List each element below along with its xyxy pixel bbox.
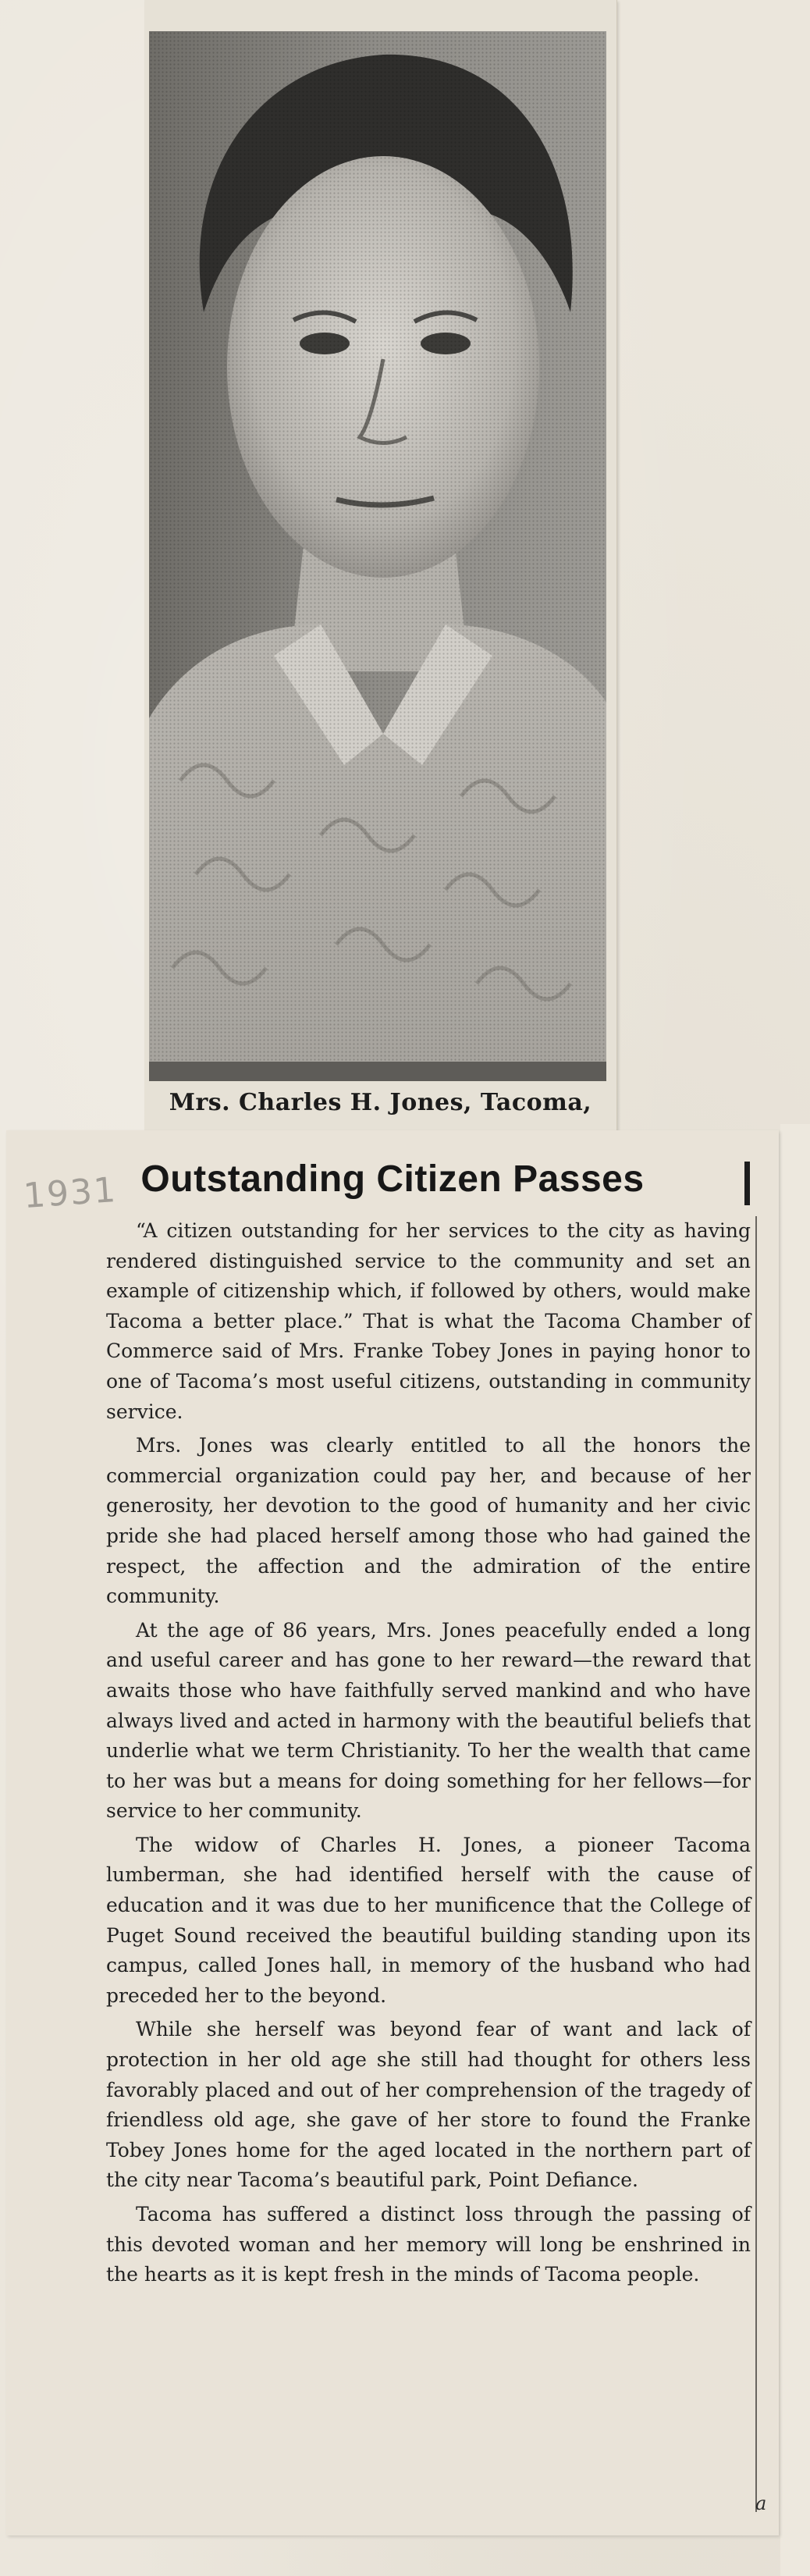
article-body — [106, 1216, 751, 2294]
article-paragraph: Tacoma has suffered a distinct loss through the passing of this devoted woman and her memory will long be enshrined in the hearts as it is kept fresh in the minds of Tacoma people. — [106, 2203, 751, 2286]
portrait-image — [149, 31, 606, 1081]
article-paragraph: “A citizen outstanding for her services to the city as having rendered distinguished service to the community and set an example of citizenship which, if followed by others, would make Tacoma a better place.” That is what the Tacoma Chamber of Commerce said of Mrs. Franke Tobey Jones in paying honor to one of Tacoma’s most useful citizens, outstanding in community service. — [106, 1219, 751, 1423]
corner-mark: a — [755, 2492, 767, 2514]
article-paragraph: While she herself was beyond fear of want and lack of protection in her old age she still had thought for others less favorably placed and out of her comprehension of the tragedy of friendless old age, she gave of her store to found the Franke Tobey Jones home for the aged located in the northern part of the city near Tacoma’s beautiful park, Point Defiance. — [106, 2018, 751, 2192]
torn-paper-edge — [780, 1124, 810, 2576]
article-paragraph: Mrs. Jones was clearly entitled to all the honors the commercial organization could pay her, and because of her generosity, her devotion to the good of humanity and her civic pride she had placed herself among those who had gained the respect, the affection and the admiration of the entire community. — [106, 1434, 751, 1608]
article-paragraph: The widow of Charles H. Jones, a pioneer Tacoma lumberman, she had identified herself with the cause of education and it was due to her munificence that the College of Puget Sound received the beautiful building standing upon its campus, called Jones hall, in memory of the husband who had preceded her to the beyond. — [106, 1833, 751, 2007]
article-headline: Outstanding Citizen Passes — [140, 1158, 645, 1200]
photo-caption: Mrs. Charles H. Jones, Tacoma, — [169, 1089, 592, 1116]
portrait-photo — [149, 31, 606, 1081]
article-paragraph: At the age of 86 years, Mrs. Jones peacefully ended a long and useful career and has gone to her reward—the reward that awaits those who have faithfully served mankind and who have always lived and acted in harmony with the beautiful beliefs that underlie what we term Christianity. To her the wealth that came to her was but a means for doing something for her fellows—for service to her community. — [106, 1618, 751, 1823]
column-mark — [744, 1162, 750, 1205]
photo-clipping — [144, 0, 617, 1130]
article-clipping — [6, 1130, 779, 2535]
pencil-year-note: 1931 — [22, 1169, 119, 1217]
column-rule — [755, 1216, 757, 2512]
